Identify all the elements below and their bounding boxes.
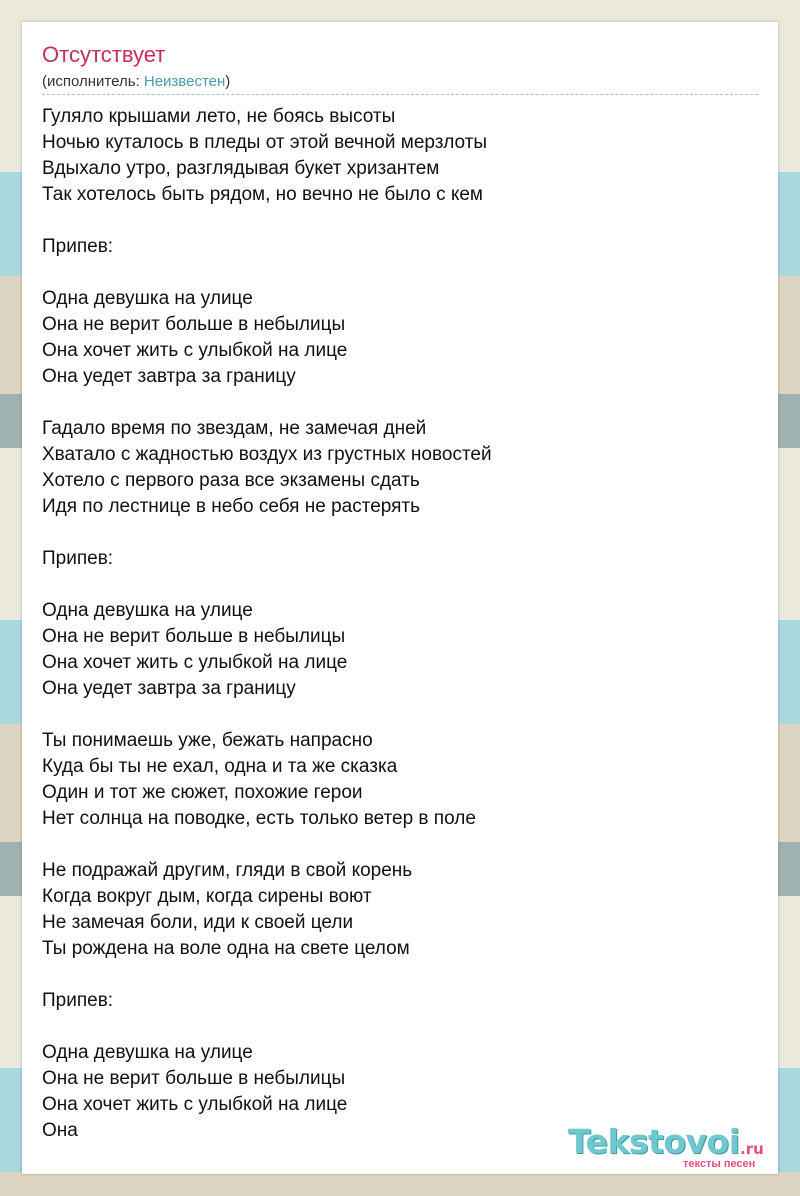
lyrics-card (22, 22, 778, 1174)
lyric-line (42, 572, 742, 598)
lyric-line (42, 390, 742, 416)
lyric-line: Она не верит больше в небылицы (42, 626, 346, 647)
lyric-line: Куда бы ты не ехал, одна и та же сказка (42, 756, 398, 777)
lyric-line: Хватало с жадностью воздух из грустных новостей (42, 444, 492, 465)
divider (42, 94, 758, 95)
lyric-line: Она хочет жить с улыбкой на лице (42, 340, 348, 361)
lyric-line: Когда вокруг дым, когда сирены воют (42, 886, 372, 907)
lyric-line: Она уедет завтра за границу (42, 678, 296, 699)
lyrics-text (42, 104, 742, 1144)
stripe (0, 1172, 800, 1196)
lyric-line: Не замечая боли, иди к своей цели (42, 912, 354, 933)
lyric-line: Ты рождена на воле одна на свете целом (42, 938, 410, 959)
lyric-line: Вдыхало утро, разглядывая букет хризантем (42, 158, 440, 179)
performer-prefix: (исполнитель: (42, 73, 144, 90)
performer-suffix: ) (225, 73, 231, 90)
lyric-line (42, 208, 742, 234)
lyric-line: Идя по лестнице в небо себя не растерять (42, 496, 421, 517)
lyric-line: Она уедет завтра за границу (42, 366, 296, 387)
lyric-line: Она не верит больше в небылицы (42, 1068, 346, 1089)
lyric-line: Ночью куталось в пледы от этой вечной мерзлоты (42, 132, 488, 153)
lyric-line: Не подражай другим, гляди в свой корень (42, 860, 413, 881)
lyric-line: Припев: (42, 236, 114, 257)
lyric-line: Хотело с первого раза все экзамены сдать (42, 470, 420, 491)
lyric-line: Гадало время по звездам, не замечая дней (42, 418, 427, 439)
lyric-line (42, 260, 742, 286)
logo-domain: .ru (740, 1140, 764, 1158)
lyric-line: Припев: (42, 548, 114, 569)
song-title: Отсутствует (42, 42, 166, 67)
lyric-line (42, 520, 742, 546)
lyric-line (42, 832, 742, 858)
lyric-line: Она (42, 1120, 78, 1141)
lyric-line (42, 702, 742, 728)
lyric-line: Одна девушка на улице (42, 1042, 253, 1063)
performer-line (42, 73, 230, 90)
lyric-line: Одна девушка на улице (42, 288, 253, 309)
lyric-line (42, 962, 742, 988)
performer-link[interactable]: Неизвестен (143, 73, 226, 90)
lyric-line: Она не верит больше в небылицы (42, 314, 346, 335)
lyric-line: Припев: (42, 990, 114, 1011)
lyric-line: Она хочет жить с улыбкой на лице (42, 1094, 348, 1115)
lyric-line: Так хотелось быть рядом, но вечно не было с кем (42, 184, 483, 205)
lyric-line: Ты понимаешь уже, бежать напрасно (42, 730, 373, 751)
lyric-line (42, 1014, 742, 1040)
lyric-line: Она хочет жить с улыбкой на лице (42, 652, 348, 673)
logo-tagline: тексты песен (683, 1158, 756, 1170)
site-logo[interactable] (568, 1122, 776, 1172)
lyric-line: Один и тот же сюжет, похожие герои (42, 782, 363, 803)
logo-wordmark: Tekstovoi (568, 1122, 740, 1161)
lyric-line: Гуляло крышами лето, не боясь высоты (42, 106, 396, 127)
lyric-line: Одна девушка на улице (42, 600, 253, 621)
lyric-line: Нет солнца на поводке, есть только ветер в поле (42, 808, 476, 829)
